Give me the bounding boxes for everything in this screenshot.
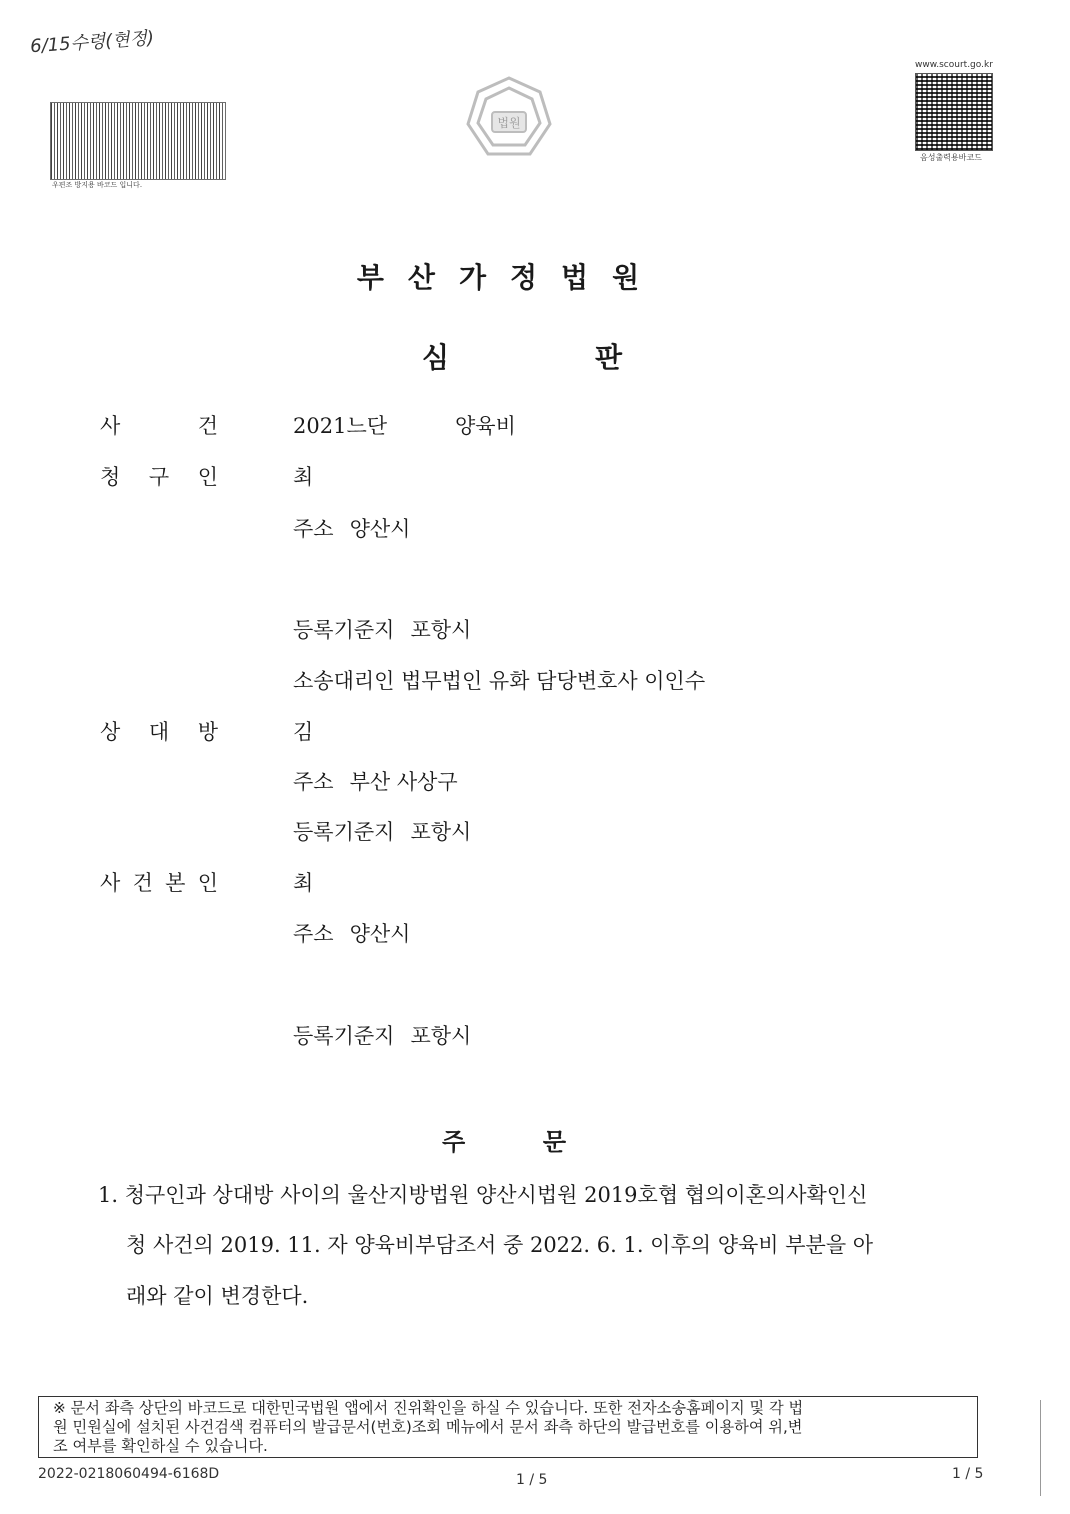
respondent-name: 김 [293, 720, 314, 744]
court-seal-emblem [462, 72, 556, 166]
authenticity-barcode [50, 102, 226, 180]
case-type: 양육비 [455, 414, 516, 438]
qr-caption: 음성출력용바코드 [920, 153, 982, 162]
court-name: 부산가정법원 [356, 261, 664, 294]
handwritten-note: 6/15수령(현정) [29, 27, 155, 58]
respondent-label: 상 대 방 [100, 720, 218, 744]
order-line: 1. 청구인과 상대방 사이의 울산지방법원 양산시법원 2019호협 협의이혼의사확인신 [98, 1183, 868, 1207]
qr-url: www.scourt.go.kr [915, 60, 993, 70]
order-title: 주 문 [442, 1128, 566, 1156]
document-title: 심 판 [422, 341, 622, 374]
case-number: 2021느단 [293, 414, 388, 438]
principal-domicile: 등록기준지 포항시 [293, 1024, 472, 1048]
claimant-label: 청 구 인 [100, 465, 218, 489]
respondent-domicile: 등록기준지 포항시 [293, 820, 472, 844]
verification-notice: ※ 문서 좌측 상단의 바코드로 대한민국법원 앱에서 진위확인을 하실 수 있습니다. 또한 전자소송홈페이지 및 각 법 원 민원실에 설치된 사건검색 컴퓨터의 발급문서(번호)조회 메뉴에서 문서 좌측 하단의 발급번호를 이용하여 위,변 조 여부를 확인하실 수 있습니다. [38, 1396, 978, 1458]
order-line: 래와 같이 변경한다. [126, 1284, 309, 1308]
page-number-center: 1 / 5 [516, 1472, 548, 1488]
issue-number: 2022-0218060494-6168D [38, 1466, 220, 1482]
principal-label: 사 건 본 인 [100, 871, 218, 895]
claimant-domicile: 등록기준지 포항시 [293, 618, 472, 642]
claimant-agent: 소송대리인 법무법인 유화 담당변호사 이인수 [293, 669, 706, 693]
claimant-address: 주소 양산시 [293, 517, 411, 541]
case-label: 사 건 [100, 414, 218, 438]
barcode-caption: 우편조 방지용 바코드 입니다. [52, 181, 143, 189]
order-line: 청 사건의 2019. 11. 자 양육비부담조서 중 2022. 6. 1. 이후의 양육비 부분을 아 [126, 1233, 874, 1257]
principal-address: 주소 양산시 [293, 922, 411, 946]
page-number-right: 1 / 5 [952, 1466, 984, 1482]
qr-code [915, 73, 993, 151]
margin-line [1040, 1400, 1041, 1496]
claimant-name: 최 [293, 465, 314, 489]
respondent-address: 주소 부산 사상구 [293, 770, 458, 794]
seal-text: 법원 [497, 116, 521, 130]
principal-name: 최 [293, 871, 314, 895]
